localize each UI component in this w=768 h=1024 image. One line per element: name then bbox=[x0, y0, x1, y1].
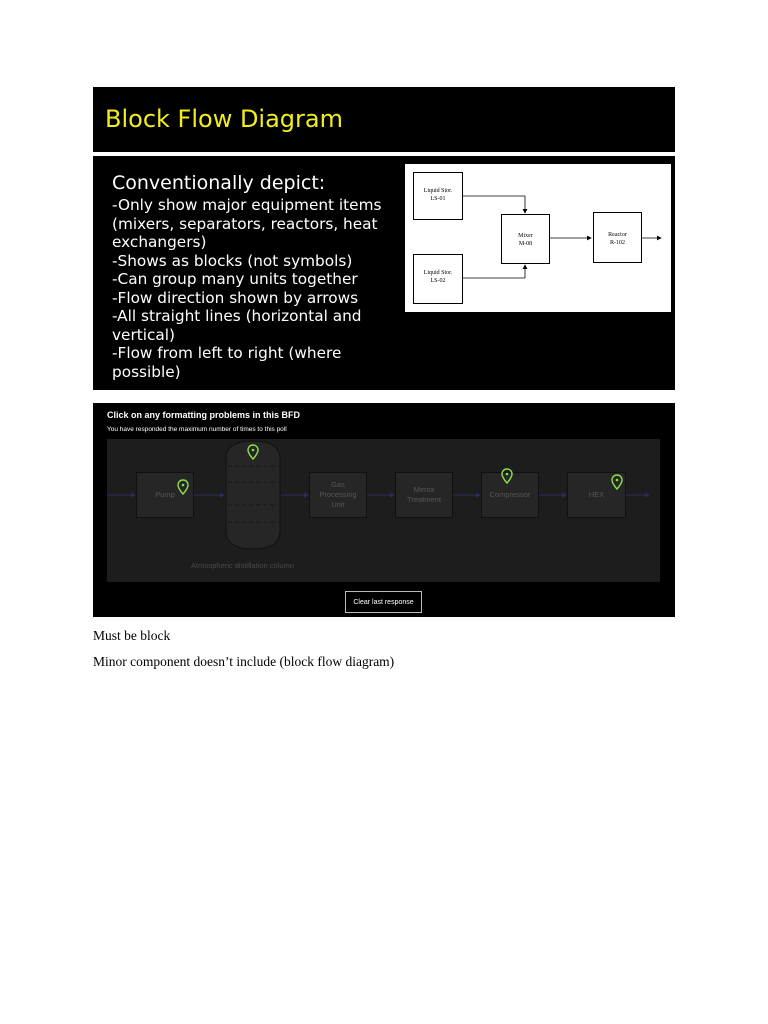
bullet-item: -Shows as blocks (not symbols) bbox=[112, 251, 353, 270]
map-pin-icon[interactable] bbox=[501, 468, 513, 484]
bfd-block-ls02: Liquid Stor. LS-02 bbox=[413, 254, 463, 304]
bullet-list bbox=[112, 196, 397, 381]
bullet-item: -All straight lines (horizontal and vertical) bbox=[112, 307, 362, 344]
unit-merox[interactable]: Merox Treatment bbox=[395, 472, 453, 518]
poll-click-area[interactable] bbox=[107, 439, 660, 582]
bullet-item: -Only show major equipment items (mixers, separators, reactors, heat exchangers) bbox=[112, 196, 382, 251]
bfd-block-reactor: Reactor R-102 bbox=[593, 212, 642, 263]
bullet-item: -Flow direction shown by arrows bbox=[112, 288, 359, 307]
slide1-body bbox=[93, 156, 675, 390]
poll-question: Click on any formatting problems in this BFD bbox=[107, 410, 301, 420]
note-line: Must be block bbox=[93, 628, 171, 643]
bullet-item: -Flow from left to right (where possible) bbox=[112, 344, 342, 381]
bfd-block-mixer: Mixer M-08 bbox=[501, 214, 550, 264]
bfd-block-ls01: Liquid Stor. LS-01 bbox=[413, 172, 463, 220]
poll-note: You have responded the maximum number of times to this poll bbox=[107, 426, 287, 433]
unit-pump[interactable]: Pump bbox=[136, 472, 194, 518]
unit-hex[interactable]: HEX bbox=[567, 472, 626, 518]
bullet-item: -Can group many units together bbox=[112, 270, 358, 288]
column-label: Atmospheric distillation column bbox=[191, 561, 294, 570]
slide-title: Block Flow Diagram bbox=[105, 105, 343, 133]
map-pin-icon[interactable] bbox=[611, 474, 623, 490]
example-bfd-panel bbox=[405, 164, 671, 312]
slide1-title-bar bbox=[93, 87, 675, 152]
map-pin-icon[interactable] bbox=[177, 479, 189, 495]
slide-heading: Conventionally depict: bbox=[112, 172, 326, 194]
unit-compressor[interactable]: Compressor bbox=[481, 472, 539, 518]
clear-last-response-button[interactable]: Clear last response bbox=[345, 591, 422, 613]
poll-slide bbox=[93, 403, 675, 617]
note-line: Minor component doesn’t include (block flow diagram) bbox=[93, 654, 395, 669]
map-pin-icon[interactable] bbox=[247, 444, 259, 460]
unit-gas-processing[interactable]: Gas Processing Unit bbox=[309, 472, 367, 518]
